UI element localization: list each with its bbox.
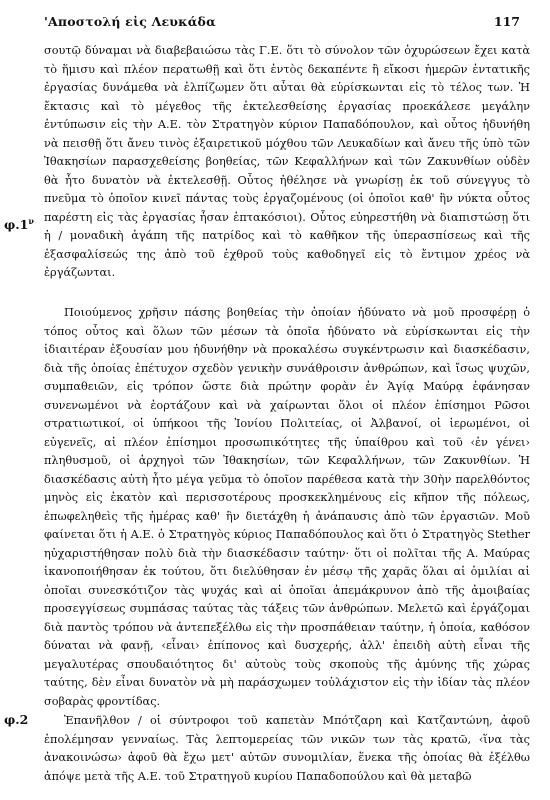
folio-label: φ.2 — [4, 712, 29, 727]
folio-label: φ.1 — [4, 217, 29, 233]
text-block-3 — [44, 712, 530, 786]
page-header — [0, 14, 550, 34]
paragraph: σουτῷ δύναμαι νὰ διαβεβαιώσω τὰς Γ.Ε. ὅτι τὸ σύνολον τῶν ὀχυρώσεων ἔχει κατὰ τὸ ἥμισυ καὶ πλέον περατωθῇ καὶ ὅτι ἐντὸς δεκαπέντε ἢ εἴκοσι ἡμερῶν ἐντατικῆς ἐργασίας δυνάμεθα νὰ ἐλπίζωμεν ὅτι αὗται θὰ εὑρίσκωνται εἰς τὸ τέλος των. Ἡ ἔκτασις καὶ τὸ μέγεθος τῆς ἐκτελεσθείσης ἐργασίας προεκάλεσε μεγάλην ἐντύπωσιν εἰς τὴν Α.Ε. τὸν Στρατηγὸν κύριον Παπαδόπουλον, καὶ οὗτος ἡδυνήθη νὰ πεισθῇ ὅτι ἄνευ τινὸς ἐξαιρετικοῦ μόχθου τῶν Λευκαδίων καὶ ἄνευ τῆς ὑπὸ τῶν Ἰθακησίων παρασχεθείσης βοηθείας, τῶν Κεφαλλήνων καὶ τῶν Ζακυνθίων οὐδὲν θὰ ἦτο δυνατὸν νὰ ἐκτελεσθῇ. Οὗτος ἠθέλησε νὰ γνωρίσῃ ἐκ τοῦ σύνεγγυς τὸ πνεῦμα τὸ ὁποῖον κινεῖ πάντας τοὺς ἐργαζομένους (οἱ ὁποῖοι καθ' ἣν νύκτα οὗτος παρέστη εἰς τὰς ἐργασίας ἦσαν ἑπτακόσιοι). Οὗτος εὐηρεστήθη νὰ διαπιστώσῃ ὅτι ἡ / μοναδικὴ ἀγάπη τῆς πατρίδος καὶ τὸ καθῆκον τῆς ὑπερασπίσεως καὶ τῆς ἐξασφαλίσεώς της ἀπὸ τοῦ ἐχθροῦ τοὺς καθοδηγεῖ εἰς τὸ ἔντιμον χρέος νὰ ἐργάζωνται. — [44, 44, 530, 279]
text-block-2 — [44, 304, 530, 711]
paragraph: Ποιούμενος χρῆσιν πάσης βοηθείας τὴν ὁποίαν ἠδύνατο νὰ μοῦ προσφέρῃ ὁ τόπος οὗτος καὶ ὅλων τῶν μέσων τὰ ὁποῖα ἠδύνατο νὰ εὑρίσκωνται εἰς τὴν ἰδιαιτέραν ἐξουσίαν μου ἠδυνήθην νὰ προκαλέσω συγκέντρωσιν καὶ διασκέδασιν, διὰ τῆς ὁποίας ἐπέτυχον σχεδὸν γενικὴν συνάθροισιν ἀνθρώπων, καὶ ἴσως ψυχῶν, συμπαθειῶν, εἰς τρόπον ὥστε διὰ πρώτην φορὰν ἐν Ἁγίᾳ Μαύρᾳ ἐφάνησαν συνενωμένοι νὰ ἑορτάζουν καὶ νὰ χαίρωνται ὅλοι οἱ πλέον ἐπίσημοι Ρῶσοι στρατιωτικοί, οἱ ὑπήκοοι τῆς Ἰονίου Πολιτείας, οἱ Ἀλβανοί, οἱ ἱερωμένοι, οἱ εὐγενεῖς, αἱ πλέον ἐπίσημοι προσωπικότητες τῆς ὑπαίθρου καὶ τοῦ ‹ἐν γένει› πληθυσμοῦ, οἱ ἀρχηγοὶ τῶν Ἰθακησίων, τῶν Κεφαλλήνων, τῶν Ζακυνθίων. Ἡ διασκέδασις αὐτὴ ἦτο μέγα γεῦμα τὸ ὁποῖον παρέθεσα κατὰ τὴν 30ὴν παρελθόντος μηνὸς εἰς ἑκατὸν καὶ περισσοτέρους προσκεκλημένους εἰς κῆπον τῆς πόλεως, ἐπωφεληθεὶς τῆς ἡμέρας καθ' ἣν διετάχθη ἡ ἀνάπαυσις ἀπὸ τῶν ἐργασιῶν. Μοῦ φαίνεται ὅτι ἡ Α.Ε. ὁ Στρατηγὸς κύριος Παπαδόπουλος καὶ ὅτι ὁ Στρατηγὸς Stether ηὐχαριστήθησαν πολὺ διὰ τὴν διασκέδασιν ταύτην· ὅτι οἱ πολῖται τῆς Α. Μαύρας ἱκανοποιήθησαν ἐκ τούτου, ὅτι διελύθησαν ἐν μέσῳ τῆς χαρᾶς ὅλαι αἱ ὁμιλίαι αἱ ὁποῖαι συνεσκότιζον τὰς ψυχάς καὶ αἱ ὁποῖαι ἀπεμάκρυνον ἀπὸ τῆς ἀμοιβαίας προσεγγίσεως συμπάσας ταύτας τὰς τάξεις τῶν ἀνθρώπων. Μελετῶ καὶ ἐργάζομαι διὰ παντὸς τρόπου νὰ ἀντεπεξέλθω εἰς τὴν προσπάθειαν ταύτην, ἡ ὁποία, καθόσον δύναται νὰ φανῇ, ‹εἶναι› ἐπίπονος καὶ δυσχερής, ἀλλ' ἐπειδὴ αὐτὴ εἶναι τῆς μεγαλυτέρας σπουδαιότητος δι' αὐτοὺς τοὺς σκοποὺς τῆς ἀμύνης τῆς χώρας ταύτης, δὲν εἶναι δυνατὸν νὰ μὴ παράσχωμεν τοὐλάχιστον εἰς τὴν ἰδίαν τὰς πλέον σοβαρὰς φροντίδας. — [44, 306, 530, 708]
folio-marker-2 — [4, 712, 28, 727]
running-title: 'Αποστολή εἰς Λευκάδα — [44, 14, 216, 29]
folio-superscript: ν — [28, 216, 34, 226]
page-number: 117 — [493, 14, 520, 29]
paragraph: Ἐπανῆλθον / οἱ σύντροφοι τοῦ καπετὰν Μπότζαρη καὶ Κατζαντώνη, ἀφοῦ ἐπολέμησαν γενναίως. Τὰς λεπτομερείας τῶν νικῶν των τὰς κρατῶ, ‹ἵνα τὰς ἀνακοινώσω› ἀφοῦ θὰ ἔχω μετ' αὐτῶν συνομιλίαν, ἕνεκα τῆς ὁποίας θὰ ἐξέλθω ἀπόψε μετὰ τῆς Α.Ε. τοῦ Στρατηγοῦ κυρίου Παπαδοπούλου καὶ θὰ μεταβῶ — [44, 714, 530, 783]
text-block-1 — [44, 42, 530, 283]
folio-marker-1 — [4, 216, 34, 232]
